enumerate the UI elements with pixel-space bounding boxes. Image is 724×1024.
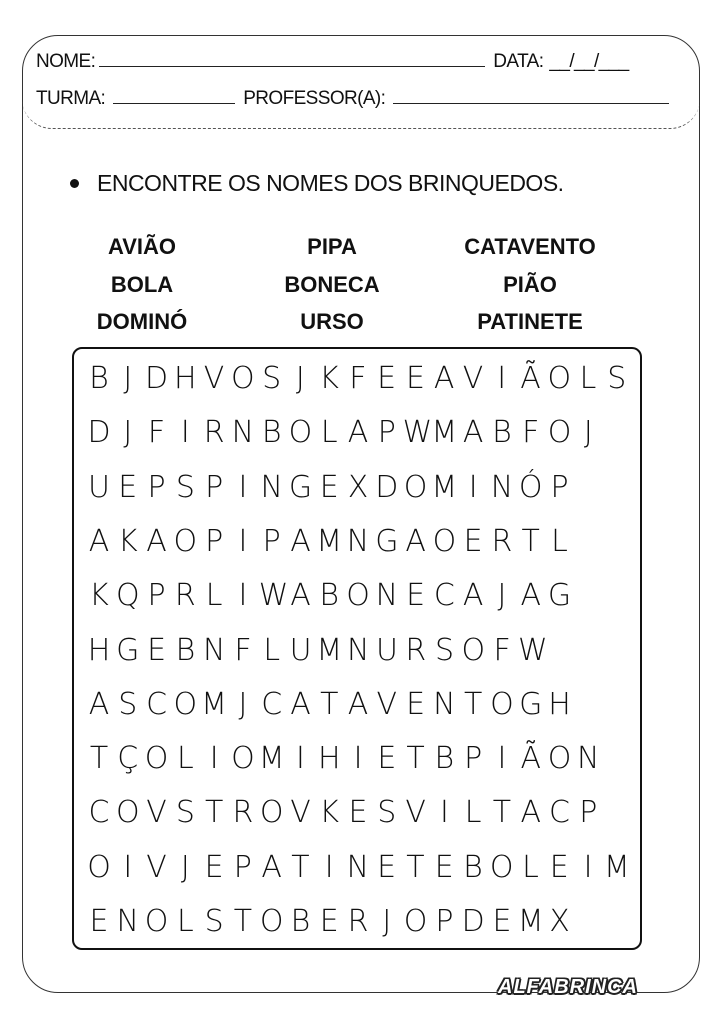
grid-letter[interactable]: J [180, 849, 190, 885]
grid-letter[interactable]: V [462, 361, 484, 396]
word: URSO [300, 309, 364, 334]
grid-letter[interactable]: D [87, 415, 111, 451]
grid-letter[interactable]: B [261, 415, 282, 451]
date-field[interactable]: __/__/___ [549, 51, 629, 72]
grid-letter[interactable]: O [173, 686, 198, 722]
grid-letter[interactable]: O [547, 361, 572, 396]
grid-letter[interactable]: O [288, 415, 313, 451]
grid-letter[interactable]: T [492, 795, 512, 831]
grid-letter[interactable]: C [261, 686, 283, 722]
grid-letter[interactable]: Ã [520, 361, 541, 396]
grid-letter[interactable]: E [377, 849, 397, 885]
grid-letter[interactable]: F [522, 415, 540, 451]
grid-letter[interactable]: J [238, 686, 248, 722]
grid-letter[interactable]: E [463, 523, 483, 559]
grid-letter[interactable]: A [146, 523, 167, 559]
grid-letter[interactable]: J [497, 578, 507, 614]
class-row [36, 87, 673, 110]
grid-letter[interactable]: V [376, 686, 398, 722]
grid-letter[interactable]: E [434, 849, 454, 885]
grid-letter[interactable]: E [89, 904, 109, 939]
grid-letter[interactable]: P [377, 415, 396, 451]
grid-letter[interactable]: E [204, 849, 224, 885]
grid-letter[interactable]: V [203, 361, 225, 396]
grid-letter[interactable]: T [406, 849, 425, 885]
grid-letter[interactable]: O [461, 632, 486, 668]
grid-letter[interactable]: N [346, 632, 370, 668]
grid-letter[interactable]: B [89, 361, 109, 396]
grid-letter[interactable]: E [549, 849, 569, 885]
grid-letter[interactable]: K [319, 795, 340, 831]
grid-letter[interactable]: M [258, 741, 285, 777]
grid-letter[interactable]: E [348, 795, 368, 831]
grid-letter[interactable]: O [259, 904, 284, 939]
grid-letter[interactable]: O [490, 686, 514, 722]
grid-letter[interactable]: E [406, 686, 426, 722]
grid-letter[interactable]: P [147, 469, 166, 505]
grid-letter[interactable]: M [316, 523, 343, 559]
grid-letter[interactable]: V [146, 795, 167, 831]
grid-letter[interactable]: S [204, 904, 224, 939]
grid-letter[interactable]: S [435, 632, 455, 668]
word-column-2 [262, 228, 402, 341]
word: PIPA [307, 234, 357, 259]
grid-letter[interactable]: V [405, 795, 426, 831]
word-search-grid [72, 347, 642, 950]
grid-letter[interactable]: A [520, 578, 541, 614]
grid-letter[interactable]: D [375, 469, 399, 505]
grid-letter[interactable]: F [493, 632, 511, 668]
grid-letter[interactable]: B [319, 578, 340, 614]
grid-letter[interactable]: J [583, 415, 593, 451]
grid-letter[interactable]: E [406, 578, 426, 614]
word: PIÃO [503, 271, 557, 297]
grid-letter[interactable]: A [290, 578, 311, 614]
grid-letter[interactable]: A [433, 361, 455, 396]
grid-letter[interactable]: K [319, 361, 339, 396]
grid-letter[interactable]: N [346, 849, 370, 885]
grid-letter[interactable]: O [115, 795, 140, 831]
grid-letter[interactable]: G [519, 686, 543, 722]
grid-letter[interactable]: E [377, 741, 397, 777]
grid-letter[interactable]: L [176, 741, 194, 777]
grid-letter[interactable]: O [231, 741, 255, 777]
grid-letter[interactable]: K [117, 523, 138, 559]
grid-letter[interactable]: A [290, 686, 311, 722]
grid-letter[interactable]: M [201, 686, 228, 722]
grid-letter[interactable]: H [548, 686, 571, 722]
grid-letter[interactable]: W [402, 415, 433, 451]
grid-row [86, 578, 573, 614]
grid-letter[interactable]: C [549, 795, 570, 831]
grid-letter[interactable]: M [316, 632, 343, 668]
teacher-field[interactable] [393, 87, 669, 104]
grid-letter[interactable]: I [439, 795, 449, 831]
grid-letter[interactable]: O [547, 741, 572, 777]
grid-letter[interactable]: N [231, 415, 255, 451]
grid-letter[interactable]: T [406, 741, 425, 777]
grid-letter[interactable]: I [123, 849, 133, 885]
grid-letter[interactable]: E [118, 469, 138, 505]
grid-letter[interactable]: A [520, 795, 541, 831]
grid-row [86, 470, 573, 506]
grid-letter[interactable]: A [462, 415, 484, 451]
grid-letter[interactable]: E [147, 632, 167, 668]
grid-letter[interactable]: O [432, 523, 457, 559]
grid-letter[interactable]: X [347, 469, 369, 505]
grid-letter[interactable]: B [434, 741, 455, 777]
alfabrinca-logo: ALFABRINCA [498, 976, 638, 998]
grid-letter[interactable]: M [431, 415, 458, 451]
grid-letter[interactable]: E [377, 361, 397, 396]
grid-letter[interactable]: J [123, 361, 133, 396]
grid-letter[interactable]: A [290, 523, 311, 559]
grid-row [86, 632, 548, 669]
grid-letter[interactable]: A [347, 415, 369, 451]
grid-letter[interactable]: N [375, 578, 399, 614]
grid-letter[interactable]: T [320, 686, 339, 722]
grid-letter[interactable]: N [490, 469, 514, 505]
grid-row [86, 524, 573, 560]
grid-letter[interactable]: R [405, 632, 427, 668]
grid-letter[interactable]: L [551, 523, 568, 559]
grid-letter[interactable]: L [176, 904, 194, 939]
grid-letter[interactable]: I [497, 361, 507, 396]
grid-letter[interactable]: O [403, 904, 428, 939]
grid-letter[interactable]: N [433, 686, 456, 722]
word-column-1 [72, 228, 212, 341]
instruction [70, 170, 564, 197]
grid-letter[interactable]: I [353, 741, 363, 777]
bullet-icon [70, 179, 79, 188]
grid-letter[interactable]: F [349, 361, 367, 396]
name-label: NOME: [36, 51, 96, 72]
grid-letter[interactable]: Q [115, 578, 140, 614]
name-field[interactable] [99, 50, 485, 67]
grid-letter[interactable]: P [550, 469, 569, 505]
grid-letter[interactable]: I [583, 849, 593, 885]
grid-letter[interactable]: H [174, 361, 197, 396]
grid-letter[interactable]: Ó [518, 469, 543, 505]
grid-letter[interactable]: P [147, 578, 166, 614]
grid-letter[interactable]: P [262, 523, 281, 559]
grid-row [86, 795, 601, 831]
grid-letter[interactable]: J [295, 361, 305, 396]
grid-letter[interactable]: R [491, 523, 513, 559]
grid-letter[interactable]: N [202, 632, 226, 668]
grid-letter[interactable]: C [433, 578, 455, 614]
grid-letter[interactable]: I [209, 741, 219, 777]
grid-letter[interactable]: L [464, 795, 482, 831]
grid-letter[interactable]: H [87, 632, 111, 668]
grid-letter[interactable]: S [607, 361, 627, 396]
grid-letter[interactable]: W [517, 632, 548, 668]
grid-letter[interactable]: O [403, 469, 428, 505]
grid-letter[interactable]: L [205, 578, 223, 614]
grid-letter[interactable]: N [260, 469, 283, 505]
grid-letter[interactable]: B [463, 849, 483, 885]
grid-letter[interactable]: U [88, 469, 110, 505]
grid-row [86, 687, 573, 723]
grid-letter[interactable]: G [375, 523, 399, 559]
grid-letter[interactable]: N [116, 904, 139, 939]
grid-letter[interactable]: E [405, 361, 425, 396]
grid-letter[interactable]: R [203, 415, 225, 451]
grid-letter[interactable]: P [464, 741, 483, 777]
grid-letter[interactable]: T [233, 904, 253, 939]
grid-letter[interactable]: I [296, 741, 305, 777]
grid-letter[interactable]: J [382, 904, 392, 939]
grid-letter[interactable]: S [175, 795, 195, 831]
teacher-label: PROFESSOR(A): [243, 88, 386, 109]
grid-letter[interactable]: G [288, 469, 313, 505]
grid-letter[interactable]: P [233, 849, 252, 885]
grid-letter[interactable]: B [175, 632, 196, 668]
grid-letter[interactable]: G [116, 632, 140, 668]
grid-letter[interactable]: P [435, 904, 454, 939]
grid-letter[interactable]: A [88, 686, 110, 722]
grid-letter[interactable]: T [521, 523, 540, 559]
grid-letter[interactable]: B [290, 904, 311, 939]
word-column-3 [450, 228, 610, 341]
date-label: DATA: [493, 51, 544, 72]
class-field[interactable] [113, 87, 235, 104]
grid-letter[interactable]: D [461, 904, 485, 939]
grid-letter[interactable]: S [377, 795, 397, 831]
grid-letter[interactable]: A [347, 686, 369, 722]
grid-letter[interactable]: O [87, 849, 111, 885]
grid-letter[interactable]: U [289, 632, 312, 668]
grid-letter[interactable]: S [118, 686, 138, 722]
grid-letter[interactable]: S [175, 469, 195, 505]
grid-letter[interactable]: H [317, 741, 341, 777]
grid-letter[interactable]: P [205, 523, 224, 559]
grid-letter[interactable]: A [462, 578, 484, 614]
grid-letter[interactable]: I [324, 849, 334, 885]
grid-letter[interactable]: L [522, 849, 539, 885]
grid-letter[interactable]: R [347, 904, 369, 939]
grid-letter[interactable]: M [517, 904, 544, 939]
grid-letter[interactable]: O [346, 578, 370, 614]
grid-letter[interactable]: X [549, 904, 570, 939]
grid-letter[interactable]: O [144, 904, 169, 939]
class-label: TURMA: [36, 88, 106, 109]
grid-letter[interactable]: V [290, 795, 311, 831]
word: BONECA [284, 271, 380, 297]
grid-letter[interactable]: G [547, 578, 572, 614]
grid-letter[interactable]: L [579, 361, 597, 396]
grid-letter[interactable]: E [492, 904, 512, 939]
grid-letter[interactable]: W [258, 578, 289, 614]
grid-letter[interactable]: T [204, 795, 224, 831]
grid-row [86, 904, 573, 940]
grid-letter[interactable]: L [320, 415, 338, 451]
grid-letter[interactable]: U [375, 632, 398, 668]
grid-letter[interactable]: I [238, 578, 248, 614]
word: DOMINÓ [96, 309, 188, 334]
grid-letter[interactable]: Ã [520, 741, 541, 777]
grid-letter[interactable]: K [89, 578, 109, 614]
grid-letter[interactable]: I [238, 469, 248, 505]
grid-letter[interactable]: P [579, 795, 598, 831]
grid-letter[interactable]: V [146, 849, 167, 885]
word: BOLA [110, 271, 174, 297]
grid-letter[interactable]: E [319, 469, 339, 505]
grid-letter[interactable]: P [205, 469, 224, 505]
grid-row [86, 850, 630, 886]
grid-row [86, 741, 601, 777]
grid-letter[interactable]: N [577, 741, 600, 777]
grid-letter[interactable]: T [463, 686, 483, 722]
grid-letter[interactable]: A [88, 523, 110, 559]
grid-letter[interactable]: F [234, 632, 252, 668]
grid-letter[interactable]: M [603, 849, 630, 885]
grid-letter[interactable]: F [147, 415, 166, 451]
grid-letter[interactable]: O [547, 415, 572, 451]
grid-letter[interactable]: O [173, 523, 198, 559]
grid-letter[interactable]: S [262, 361, 282, 396]
grid-letter[interactable]: I [238, 523, 248, 559]
grid-letter[interactable]: B [492, 415, 512, 451]
grid-letter[interactable]: N [346, 523, 370, 559]
grid-letter[interactable]: R [232, 795, 254, 831]
grid-letter[interactable]: T [89, 741, 109, 777]
grid-letter[interactable]: T [291, 849, 310, 885]
grid-letter[interactable]: I [180, 415, 190, 451]
grid-letter[interactable]: M [431, 469, 458, 505]
name-row [36, 50, 629, 73]
grid-letter[interactable]: C [146, 686, 168, 722]
word: AVIÃO [107, 234, 177, 259]
grid-letter[interactable]: I [497, 741, 507, 777]
grid-row [86, 361, 630, 397]
grid-letter[interactable]: D [144, 361, 169, 396]
grid-letter[interactable]: J [123, 415, 133, 451]
grid-letter[interactable]: A [261, 849, 282, 885]
word: PATINETE [477, 309, 583, 334]
grid-letter[interactable]: Ç [117, 741, 139, 777]
instruction-text: ENCONTRE OS NOMES DOS BRINQUEDOS. [97, 170, 564, 196]
word: CATAVENTO [464, 234, 596, 259]
grid-letter[interactable]: O [231, 361, 255, 396]
grid-letter[interactable]: O [144, 741, 169, 777]
grid-letter[interactable]: C [88, 795, 110, 831]
grid-letter[interactable]: R [174, 578, 196, 614]
grid-letter[interactable]: E [319, 904, 339, 939]
grid-letter[interactable]: L [263, 632, 281, 668]
grid-letter[interactable]: A [405, 523, 426, 559]
grid-row [86, 415, 601, 451]
grid-letter[interactable]: I [468, 469, 478, 505]
grid-letter[interactable]: O [259, 795, 284, 831]
grid-letter[interactable]: O [489, 849, 514, 885]
